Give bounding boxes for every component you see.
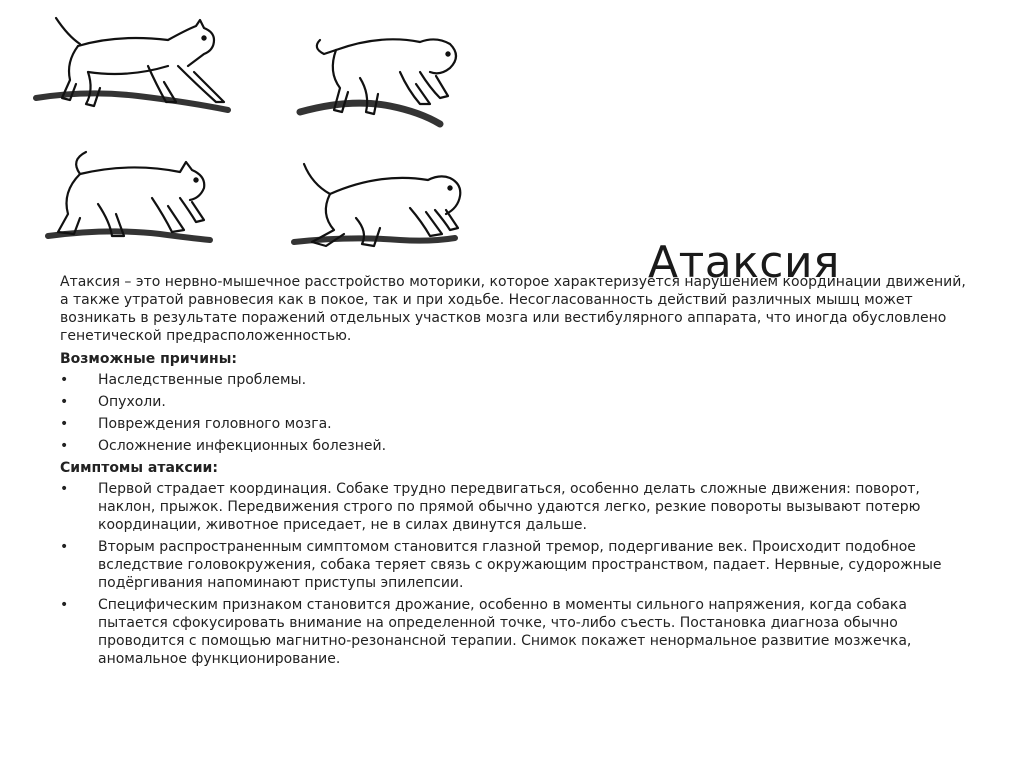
bullet: •	[60, 481, 69, 497]
symptom-text: Первой страдает координация. Собаке трудно передвигаться, особенно делать сложные движения: поворот, наклон, прыжок. Передвижения строго по прямой обычно удаются легко, резкие повороты вызывают потерю координации, животное приседает, не в силах двинутся дальше.	[98, 481, 921, 533]
cause-text: Наследственные проблемы.	[98, 372, 307, 388]
bullet: •	[60, 372, 69, 388]
intro-paragraph: Атаксия – это нервно-мышечное расстройство моторики, которое характеризуется нарушением координации движений, а также утратой равновесия как в покое, так и при ходьбе. Несогласованность действий различных мышц может возникать в результате поражений отдельных участков мозга или вестибулярного аппарата, что иногда обусловлено генетической предрасположенностью.	[60, 274, 966, 344]
dog-crouching-icon	[40, 148, 215, 248]
bullet: •	[60, 416, 69, 432]
list-item	[60, 371, 975, 389]
cause-text: Опухоли.	[98, 394, 166, 410]
symptom-text: Специфическим признаком становится дрожание, особенно в моменты сильного напряжения, когда собака пытается сфокусировать внимание на определенной точке, что-либо съесть. Постановка диагноза обычно проводится с помощью магнитно-резонансной терапии. Снимок покажет ненормальное развитие мозжечка, аномальное функционирование.	[98, 597, 912, 667]
cause-text: Повреждения головного мозга.	[98, 416, 332, 432]
cause-text: Осложнение инфекционных болезней.	[98, 438, 387, 454]
bullet: •	[60, 597, 69, 613]
symptoms-list	[60, 480, 975, 668]
dog-falling-icon	[290, 158, 470, 253]
slide-content	[60, 273, 975, 672]
bullet: •	[60, 394, 69, 410]
symptom-text: Вторым распространенным симптомом становится глазной тремор, подергивание век. Происходит подобное вследствие головокружения, собака теряет связь с окружающим пространством, падает. Нервные, судорожные подёргивания напоминают приступы эпилепсии.	[98, 539, 942, 591]
page-title: Атаксия	[648, 237, 841, 289]
bullet: •	[60, 438, 69, 454]
dog-walking-icon	[28, 10, 233, 122]
causes-list	[60, 371, 975, 455]
bullet: •	[60, 539, 69, 555]
causes-heading: Возможные причины:	[60, 351, 237, 367]
dog-stumbling-icon	[290, 28, 465, 128]
symptoms-heading: Симптомы атаксии:	[60, 460, 218, 476]
list-item	[60, 393, 975, 411]
list-item	[60, 596, 975, 668]
list-item	[60, 480, 975, 534]
list-item	[60, 437, 975, 455]
list-item	[60, 415, 975, 433]
list-item	[60, 538, 975, 592]
